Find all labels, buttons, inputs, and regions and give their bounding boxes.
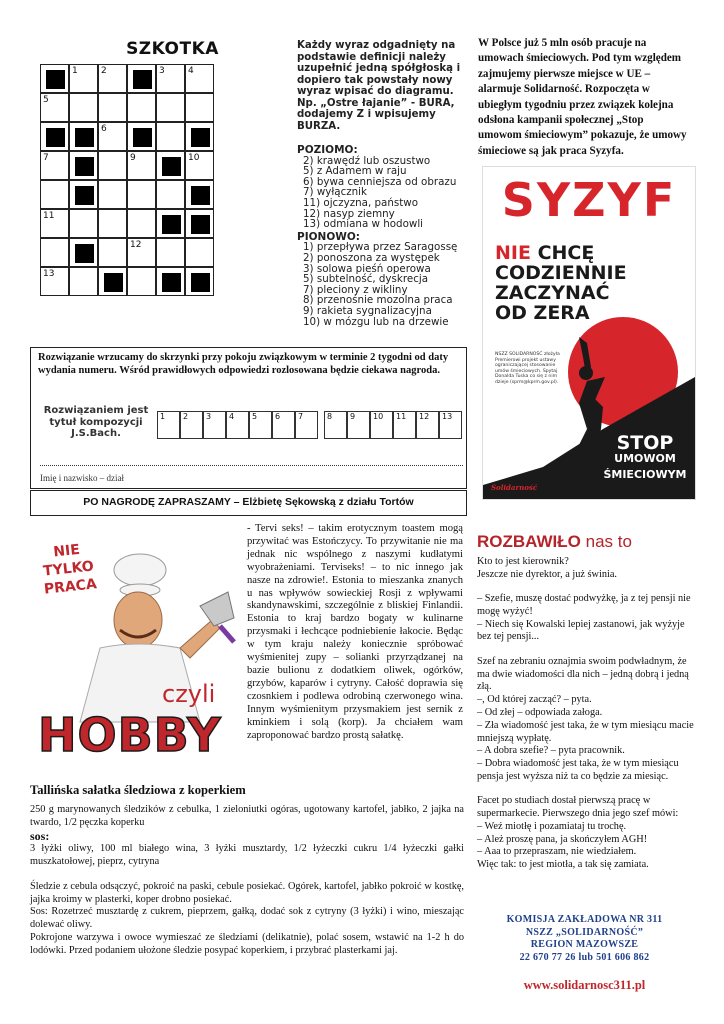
jokes-title-bold: ROZBAWIŁO [477,532,581,551]
joke-line: Szef na zebraniu oznajmia swoim podwładnym, że ma dwie wiadomości dla nich – jedną dobrą i jedną złą. [477,655,689,693]
solution-cell-number: 4 [229,412,235,421]
name-label: Imię i nazwisko – dział [40,473,124,483]
crossword-cell[interactable] [127,209,156,238]
crossword-cell[interactable] [127,267,156,296]
across-clue: 5) z Adamem w raju [303,165,407,178]
solution-label: Rozwiązaniem jest tytuł kompozycji J.S.Bach. [43,405,149,439]
footer-line-3: REGION MAZOWSZE [530,939,639,950]
crossword-cell [185,267,214,296]
slogan-od-zera: OD ZERA [495,302,590,324]
across-clue: 12) nasyp ziemny [303,207,395,220]
name-line[interactable] [40,465,463,466]
crossword-cell [69,151,98,180]
crossword-cell [40,64,69,93]
solution-cell[interactable] [347,411,370,439]
crossword-cell[interactable] [98,151,127,180]
recipe-sos: 3 łyżki oliwy, 100 ml białego wina, 3 łyżki musztardy, 1/2 łyżeczki cukru 1/4 łyżeczki gałki muszkatołowej, pieprz, cytryna [30,842,464,867]
crossword-cell[interactable] [98,93,127,122]
solution-cell[interactable] [157,411,180,439]
footer-line-2: NSZZ „SOLIDARNOŚĆ” [525,926,644,938]
solution-cell-number: 6 [275,412,281,421]
recipe-sos-label: sos: [30,828,50,843]
crossword-cell[interactable] [185,151,214,180]
crossword-cell[interactable] [127,180,156,209]
crossword-cell [156,267,185,296]
solution-instructions: Rozwiązanie wrzucamy do skrzynki przy pokoju związkowym w terminie 2 tygodni od daty wydania numeru. Wśród prawidłowych odpowiedzi rozlosowana będzie ciekawa nagroda. [38,352,449,376]
down-heading: PIONOWO: [297,230,360,243]
joke-line: Więc tak: to jest miotła, a tak się zamiata. [477,859,649,871]
hobby-illustration [30,522,242,774]
crossword-cell[interactable] [69,64,98,93]
cell-number: 5 [43,95,49,105]
cell-number: 11 [43,211,55,221]
syzyf-poster [482,166,696,500]
down-clue: 7) pleciony z wikliny [303,283,408,296]
cell-number: 12 [130,240,142,250]
crossword-cell[interactable] [69,209,98,238]
crossword-cell[interactable] [98,180,127,209]
intro-text: W Polsce już 5 mln osób pracuje na umowach śmieciowych. Pod tym względem zajmujemy pierwsze miejsce w UE – alarmuje Solidarność. Rozpoczęta w ubiegłym tygodniu przez związek kolejna odsłona kampanii społecznej „Stop umowom śmieciowym” pokazuje, że umowy śmieciowe są jak praca Syzyfa. [478,37,687,157]
recipe-step-1: Śledzie z cebula odsączyć, pokroić na paski, cebule posiekać. Ogórek, kartofel, jabłko pokroić w kostkę, jajka kroimy w plasterki, koper drobno posiekać. [30,880,464,905]
stop-umowom: UMOWOM [614,452,676,465]
across-clue: 2) krawędź lub oszustwo [303,154,431,167]
slogan-codziennie: CODZIENNIE [495,262,627,284]
solution-cell[interactable] [180,411,203,439]
solution-cell[interactable] [203,411,226,439]
website-link[interactable]: www.solidarnosc311.pl [523,978,646,992]
footer-contact [477,914,692,964]
solution-cell-number: 11 [396,412,407,421]
poster-stop [595,432,695,483]
crossword-cell[interactable] [40,151,69,180]
crossword-rules: Każdy wyraz odgadnięty na podstawie definicji należy uzupełnić jedną spółgłoską i dopiero tak powstały nowy wyraz wpisać do diagramu. Np. „Ostre łajanie” - BURA, dodajemy Z i wpisujemy BURZA. [297,40,461,132]
slogan-chce: CHCĘ [537,242,595,264]
crossword-cell [185,180,214,209]
crossword-cell[interactable] [98,209,127,238]
crossword-title: SZKOTKA [126,39,219,59]
cleaver-icon [200,592,234,626]
down-clue: 5) subtelność, dyskrecja [303,273,429,286]
crossword-cell[interactable] [156,180,185,209]
cell-number: 3 [159,66,165,76]
stop-smieciowym: ŚMIECIOWYM [603,468,687,481]
solidarnosc-logo: Solidarność [491,483,538,492]
solution-cell-number: 10 [373,412,384,421]
down-clue: 9) rakieta sygnalizacyjna [303,304,432,317]
crossword-cell[interactable] [40,267,69,296]
crossword-cell[interactable] [156,122,185,151]
tagline-nie: NIE [52,541,81,561]
cell-number: 1 [72,66,78,76]
slogan-zaczynac: ZACZYNAĆ [495,282,610,304]
chef-face-icon [114,592,162,648]
recipe-body [30,804,464,958]
poster-small-text: NSZZ SOLIDARNOŚĆ złożyła Premierowi projekt ustawy ograniczającej stosowanie umów śmieciowych. Spytaj Donalda Tuska co się z nim dzieje (sprm@kprm.gov.pl). [495,352,560,385]
across-clue: 6) bywa cenniejsza od obrazu [303,175,457,188]
footer-phone: 22 670 77 26 lub 501 606 862 [519,951,650,963]
solution-cell[interactable] [249,411,272,439]
estonia-article: - Tervi seks! – takim erotycznym toastem mogą przywitać was Estończycy. To przywitanie nie ma jednak nic wspólnego z naszymi kudłatymi wyobrażeniami. Terviseks! – to nic innego jak nasze na zdrowie!. Estonia to mieszanka znanych u nas wpływów sowieckiej Rosji z wpływami skandynawskimi, szczególnie z bliskiej Finlandii. Estonia to kraj bardzo bogaty w kulinarne przysmaki i łechcące podniebienie łakocie. Będąc w tym kraju należy koniecznie spróbować wyśmienitej zupy – solianki przyrządzanej na bazie bulionu z dodatkiem oliwek, ogórków, grzybów, kaparów i cytryny. Całość doprawia się czosnkiem i podlewa odrobiną czerwonego wina. Innym wyśmienitym przysmakiem jest sernik z kminkiem i solą (korp). Ja chciałem wam zaproponować bardzo prostą sałatkę. [247,523,463,741]
poster-title: SYZYF [501,173,677,227]
crossword-cell[interactable] [69,93,98,122]
crossword-cell[interactable] [127,238,156,267]
solution-cell[interactable] [295,411,318,439]
tagline-praca: PRACA [43,576,98,598]
crossword-cell[interactable] [40,93,69,122]
recipe-ingredients: 250 g marynowanych śledzików z cebulka, 1 zieloniutki ogóras, ugotowany kartofel, jabłko, 2 jajka na twardo, 1/2 pęczka koperku [30,804,464,828]
crossword-cell [69,122,98,151]
solution-cell[interactable] [370,411,393,439]
joke-line: – Od złej – odpowiada załoga. [477,706,603,718]
cell-number: 13 [43,269,55,279]
prize-text: PO NAGRODĘ ZAPRASZAMY – Elżbietę Sękowską z działu Tortów [83,496,414,508]
crossword-cell[interactable] [127,93,156,122]
cell-number: 2 [101,66,107,76]
hobby-czyli: czyli [162,680,216,708]
crossword-cell[interactable] [156,93,185,122]
cell-number: 6 [101,124,107,134]
crossword-cell[interactable] [185,93,214,122]
cell-number: 4 [188,66,194,76]
solution-cell[interactable] [416,411,439,439]
joke-line: – Ależ proszę pana, ja skończyłem AGH! [477,833,648,845]
solution-cell-number: 2 [183,412,189,421]
crossword-cell [185,209,214,238]
down-clue: 1) przepływa przez Saragossę [303,241,458,254]
solution-cell-number: 13 [442,412,453,421]
crossword-cell[interactable] [40,180,69,209]
solution-cell-number: 12 [419,412,430,421]
jokes-list [477,556,697,872]
down-clue-list [297,242,467,327]
joke-line: Kto to jest kierownik? [477,556,569,567]
across-clue: 13) odmiana w hodowli [303,218,424,231]
across-heading: POZIOMO: [297,144,358,156]
crossword-cell [156,209,185,238]
jokes-title-light: nas to [585,532,632,551]
crossword-cell[interactable] [98,238,127,267]
crossword-clues [297,143,467,327]
jokes-title [477,532,632,552]
crossword-cell[interactable] [185,238,214,267]
joke-line: Facet po studiach dostał pierwszą pracę w supermarkecie. Pierwszego dnia jego szef mówi: [477,795,679,820]
joke-line: Jeszcze nie dyrektor, a już świnia. [477,568,617,580]
crossword-cell[interactable] [185,64,214,93]
down-clue: 2) ponoszona za występek [303,251,440,264]
joke-line: – Aaa to przepraszam, nie wiedziałem. [477,846,637,858]
hobby-word: HOBBY [38,708,222,762]
hobby-tagline [39,539,97,598]
stop-word: STOP [616,432,674,454]
crossword-cell[interactable] [127,151,156,180]
solution-cell-number: 8 [327,412,333,421]
crossword-cell [127,64,156,93]
crossword-cell[interactable] [156,238,185,267]
solution-cell-number: 7 [298,412,304,421]
across-clue-list [297,156,467,230]
across-clue: 7) wyłącznik [303,186,368,199]
solution-cell-number: 5 [252,412,258,421]
crossword-cell [98,267,127,296]
crossword-cell[interactable] [98,122,127,151]
crossword-cell [127,122,156,151]
down-clue: 10) w mózgu lub na drzewie [303,315,449,328]
solution-cell-number: 1 [160,412,166,421]
crossword-cell [156,151,185,180]
footer-line-1: KOMISJA ZAKŁADOWA NR 311 [506,914,663,925]
crossword-cell[interactable] [40,238,69,267]
recipe-step-2: Sos: Rozetrzeć musztardę z cukrem, pieprzem, gałką, dodać sok z cytryny (3 łyżki) i wino, mieszając dolewać oliwy. [30,906,464,931]
slogan-nie: NIE [495,242,531,264]
solution-cell[interactable] [393,411,416,439]
cell-number: 7 [43,153,49,163]
crossword-grid [40,64,214,296]
joke-line: –, Od której zacząć? – pyta. [477,694,592,706]
crossword-cell [69,238,98,267]
crossword-cell[interactable] [69,267,98,296]
recipe-step-3: Pokrojone warzywa i owoce wymieszać ze śledziami (delikatnie), polać sosem, wstawić na 1-2 h do lodówki. Przed podaniem ułożone śledzie posypać koperkiem, i przybrać plasterkami jaj. [30,932,464,957]
solution-cell-number: 3 [206,412,212,421]
crossword-cell[interactable] [98,64,127,93]
down-clue: 3) solowa pieśń operowa [303,262,431,275]
joke-line: – Szefie, muszę dostać podwyżkę, ja z tej pensji nie mogę wyżyć! [477,593,691,617]
joke-line: – Dobra wiadomość jest taka, że w tym miesiącu pensja jest wyższa niż ta co będzie za miesiąc. [477,758,679,782]
recipe-title: Tallińska sałatka śledziowa z koperkiem [30,783,246,797]
down-clue: 8) przenośnie mozolna praca [303,294,453,307]
joke-line: – Weź miotłę i pozamiataj tu trochę. [477,820,627,832]
chef-hat-icon [114,554,166,586]
crossword-cell[interactable] [40,209,69,238]
joke-line: – Niech się Kowalski lepiej zastanowi, jak wyżyje bez tej pensji... [477,618,685,643]
cell-number: 10 [188,153,200,163]
crossword-cell [185,122,214,151]
joke-line: – A dobra szefie? – pyta pracownik. [477,745,625,757]
cell-number: 9 [130,153,136,163]
crossword-cell [69,180,98,209]
crossword-cell[interactable] [156,64,185,93]
solution-cell[interactable] [439,411,462,439]
solution-cell[interactable] [226,411,249,439]
solution-cell[interactable] [324,411,347,439]
tagline-tylko: TYLKO [42,558,95,580]
joke-line: – Zła wiadomość jest taka, że w tym miesiącu macie mniejszą wypłatę. [477,719,694,744]
solution-cell-number: 9 [350,412,356,421]
across-clue: 11) ojczyzna, państwo [303,196,418,209]
solution-cell[interactable] [272,411,295,439]
crossword-cell [40,122,69,151]
